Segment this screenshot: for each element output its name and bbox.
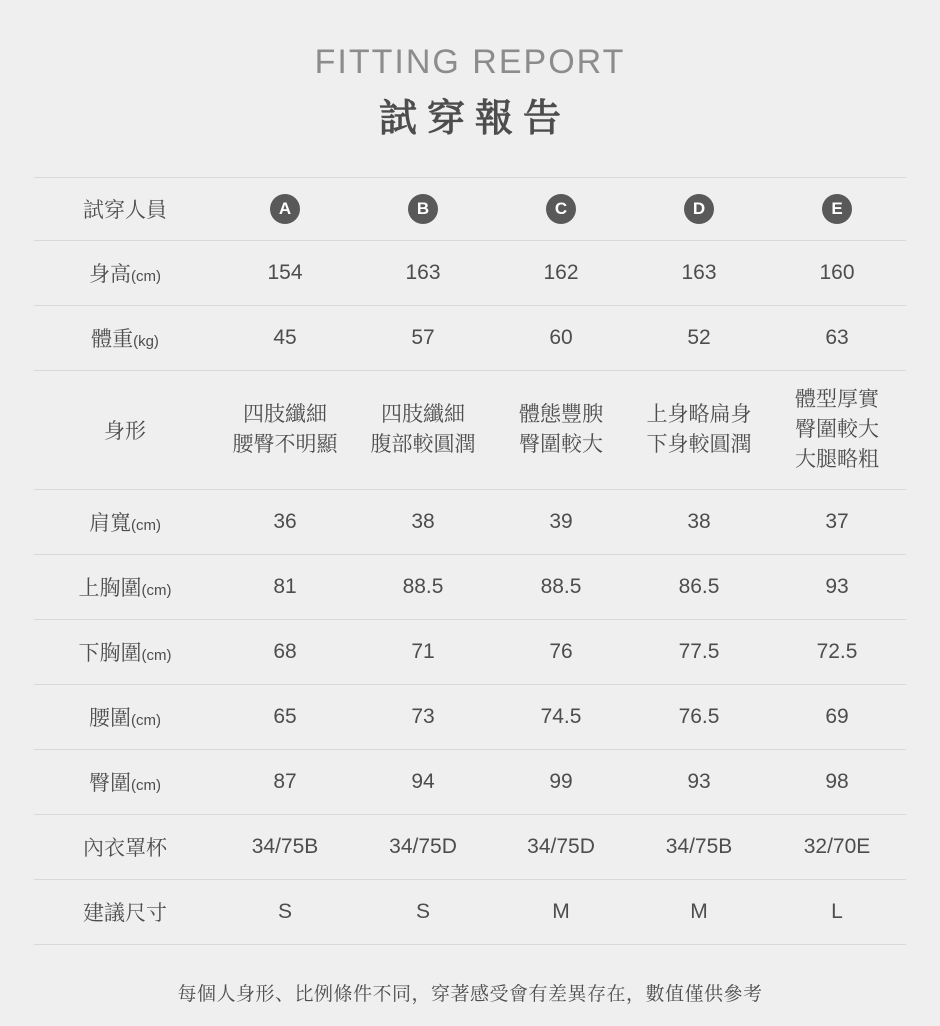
under-bust-value-c: 76 xyxy=(492,620,630,685)
waist-value-c: 74.5 xyxy=(492,685,630,750)
upper-bust-value-b: 88.5 xyxy=(354,555,492,620)
person-cell-e xyxy=(768,178,906,241)
hip-value-e: 98 xyxy=(768,750,906,815)
footer-note: 每個人身形、比例條件不同，穿著感受會有差異存在，數值僅供參考 xyxy=(177,984,763,1006)
recommended-size-value-e: L xyxy=(768,880,906,945)
body-shape-e-line3: 大腿略粗 xyxy=(795,448,879,472)
recommended-size-value-a: S xyxy=(216,880,354,945)
bra-cup-value-a: 34/75B xyxy=(216,815,354,880)
table-row-upper-bust xyxy=(34,555,906,620)
row-label-bra-cup: 內衣罩杯 xyxy=(34,815,216,880)
bra-cup-value-d: 34/75B xyxy=(630,815,768,880)
under-bust-value-a: 68 xyxy=(216,620,354,685)
shoulder-value-e: 37 xyxy=(768,490,906,555)
weight-value-b: 57 xyxy=(354,306,492,371)
body-shape-e-line1: 體型厚實 xyxy=(795,387,879,411)
row-label-height-text: 身高 xyxy=(89,263,131,287)
bra-cup-value-e: 32/70E xyxy=(768,815,906,880)
row-label-weight-text: 體重 xyxy=(91,328,134,352)
weight-value-d: 52 xyxy=(630,306,768,371)
report-title-en: FITTING REPORT xyxy=(314,43,626,81)
under-bust-value-e: 72.5 xyxy=(768,620,906,685)
row-label-waist-text: 腰圍 xyxy=(89,707,131,731)
weight-value-e: 63 xyxy=(768,306,906,371)
table-row-shoulder xyxy=(34,490,906,555)
table-row-body-shape xyxy=(34,371,906,490)
body-shape-a-line1: 四肢纖細 xyxy=(243,402,327,426)
person-badge-a: A xyxy=(270,194,300,224)
person-badge-d: D xyxy=(684,194,714,224)
row-label-hip-text: 臀圍 xyxy=(89,772,131,796)
body-shape-a-line2: 腰臀不明顯 xyxy=(232,433,338,457)
hip-value-b: 94 xyxy=(354,750,492,815)
row-label-shoulder-text: 肩寬 xyxy=(89,512,131,536)
height-value-d: 163 xyxy=(630,241,768,306)
row-label-under-bust-text: 下胸圍 xyxy=(78,642,142,666)
under-bust-value-d: 77.5 xyxy=(630,620,768,685)
table-row-height xyxy=(34,241,906,306)
row-label-body-shape: 身形 xyxy=(34,371,216,490)
upper-bust-value-e: 93 xyxy=(768,555,906,620)
recommended-size-value-d: M xyxy=(630,880,768,945)
upper-bust-value-a: 81 xyxy=(216,555,354,620)
body-shape-a xyxy=(216,371,354,490)
body-shape-d-line1: 上身略扁身 xyxy=(646,402,752,426)
hip-value-c: 99 xyxy=(492,750,630,815)
row-unit-hip: (cm) xyxy=(131,777,161,795)
weight-value-c: 60 xyxy=(492,306,630,371)
table-row-bra-cup xyxy=(34,815,906,880)
row-label-waist xyxy=(34,685,216,750)
row-label-shoulder xyxy=(34,490,216,555)
table-row-hip xyxy=(34,750,906,815)
height-value-e: 160 xyxy=(768,241,906,306)
row-label-under-bust xyxy=(34,620,216,685)
body-shape-d xyxy=(630,371,768,490)
body-shape-c-line1: 體態豐腴 xyxy=(519,402,603,426)
row-label-person: 試穿人員 xyxy=(34,178,216,241)
shoulder-value-b: 38 xyxy=(354,490,492,555)
row-label-height xyxy=(34,241,216,306)
bra-cup-value-b: 34/75D xyxy=(354,815,492,880)
row-label-upper-bust xyxy=(34,555,216,620)
person-badge-c: C xyxy=(546,194,576,224)
person-cell-c xyxy=(492,178,630,241)
fitting-report-table xyxy=(34,177,906,945)
weight-value-a: 45 xyxy=(216,306,354,371)
row-unit-upper-bust: (cm) xyxy=(141,582,172,600)
height-value-a: 154 xyxy=(216,241,354,306)
bra-cup-value-c: 34/75D xyxy=(492,815,630,880)
shoulder-value-d: 38 xyxy=(630,490,768,555)
waist-value-d: 76.5 xyxy=(630,685,768,750)
body-shape-c xyxy=(492,371,630,490)
height-value-b: 163 xyxy=(354,241,492,306)
under-bust-value-b: 71 xyxy=(354,620,492,685)
person-cell-b xyxy=(354,178,492,241)
recommended-size-value-b: S xyxy=(354,880,492,945)
body-shape-e-line2: 臀圍較大 xyxy=(795,417,879,441)
row-unit-waist: (cm) xyxy=(131,712,161,730)
person-badge-e: E xyxy=(822,194,852,224)
row-label-upper-bust-text: 上胸圍 xyxy=(78,577,142,601)
row-label-weight xyxy=(34,306,216,371)
shoulder-value-c: 39 xyxy=(492,490,630,555)
row-unit-weight: (kg) xyxy=(133,333,159,351)
person-badge-b: B xyxy=(408,194,438,224)
row-unit-shoulder: (cm) xyxy=(131,517,161,535)
recommended-size-value-c: M xyxy=(492,880,630,945)
upper-bust-value-d: 86.5 xyxy=(630,555,768,620)
report-title-zh: 試穿報告 xyxy=(378,98,571,141)
body-shape-b-line2: 腹部較圓潤 xyxy=(370,433,476,457)
waist-value-a: 65 xyxy=(216,685,354,750)
upper-bust-value-c: 88.5 xyxy=(492,555,630,620)
person-cell-a xyxy=(216,178,354,241)
height-value-c: 162 xyxy=(492,241,630,306)
hip-value-a: 87 xyxy=(216,750,354,815)
body-shape-d-line2: 下身較圓潤 xyxy=(646,433,752,457)
table-row-weight xyxy=(34,306,906,371)
table-row-under-bust xyxy=(34,620,906,685)
row-unit-under-bust: (cm) xyxy=(141,647,172,665)
body-shape-e xyxy=(768,371,906,490)
body-shape-c-line2: 臀圍較大 xyxy=(519,433,603,457)
table-row-waist xyxy=(34,685,906,750)
person-cell-d xyxy=(630,178,768,241)
row-unit-height: (cm) xyxy=(131,268,161,286)
table-row-recommended-size xyxy=(34,880,906,945)
table-row-persons xyxy=(34,178,906,241)
shoulder-value-a: 36 xyxy=(216,490,354,555)
row-label-recommended-size: 建議尺寸 xyxy=(34,880,216,945)
waist-value-b: 73 xyxy=(354,685,492,750)
body-shape-b xyxy=(354,371,492,490)
row-label-hip xyxy=(34,750,216,815)
hip-value-d: 93 xyxy=(630,750,768,815)
waist-value-e: 69 xyxy=(768,685,906,750)
body-shape-b-line1: 四肢纖細 xyxy=(381,402,465,426)
